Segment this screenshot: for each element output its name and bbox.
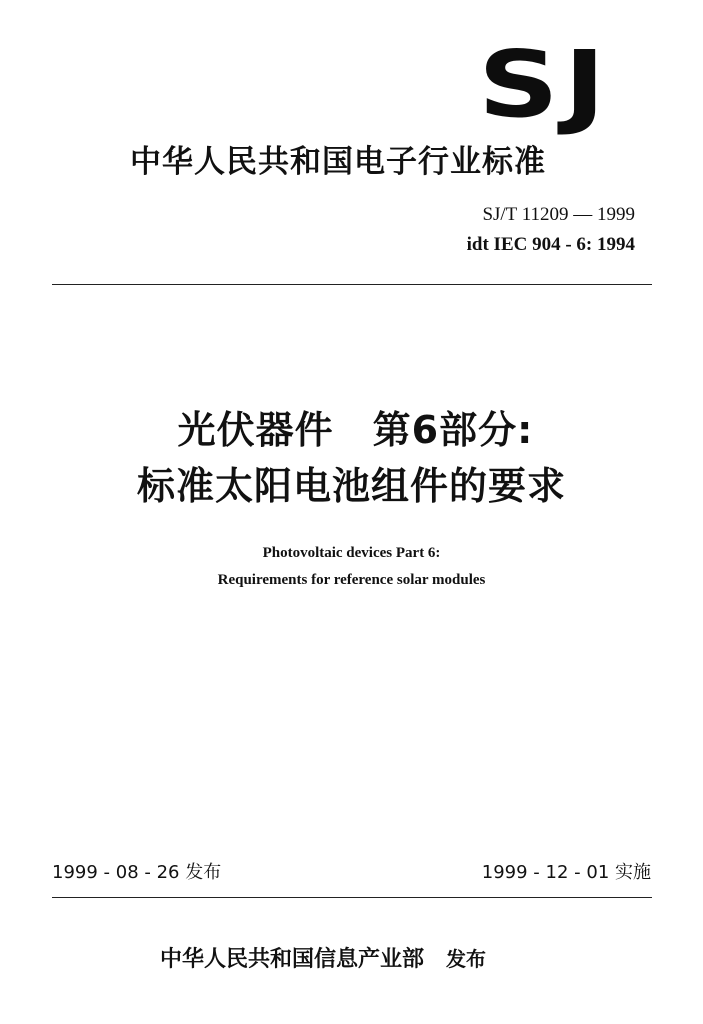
document-title-english xyxy=(0,540,703,594)
footer-divider xyxy=(52,897,652,898)
header-divider xyxy=(52,284,652,285)
title-en-line-1: Photovoltaic devices Part 6: xyxy=(262,545,441,561)
organization-title: 中华人民共和国电子行业标准 xyxy=(130,144,546,180)
implementation-date: 1999 - 12 - 01 实施 xyxy=(481,862,651,883)
title-en-line-2: Requirements for reference solar modules xyxy=(217,572,486,588)
standard-code-block xyxy=(467,200,635,260)
sj-logo: SJ xyxy=(478,31,611,138)
publisher-name: 中华人民共和国信息产业部 xyxy=(160,947,425,972)
title-zh-line-1: 光伏器件 第6部分: xyxy=(177,408,534,452)
title-zh-line-2: 标准太阳电池组件的要求 xyxy=(136,464,566,508)
standard-equivalence: idt IEC 904 - 6: 1994 xyxy=(466,234,635,255)
standard-number: SJ/T 11209 — 1999 xyxy=(482,204,635,225)
document-title-chinese xyxy=(0,402,703,514)
issue-date: 1999 - 08 - 26 发布 xyxy=(52,862,222,883)
publisher-line xyxy=(160,943,486,976)
publisher-verb: 发布 xyxy=(446,947,487,971)
